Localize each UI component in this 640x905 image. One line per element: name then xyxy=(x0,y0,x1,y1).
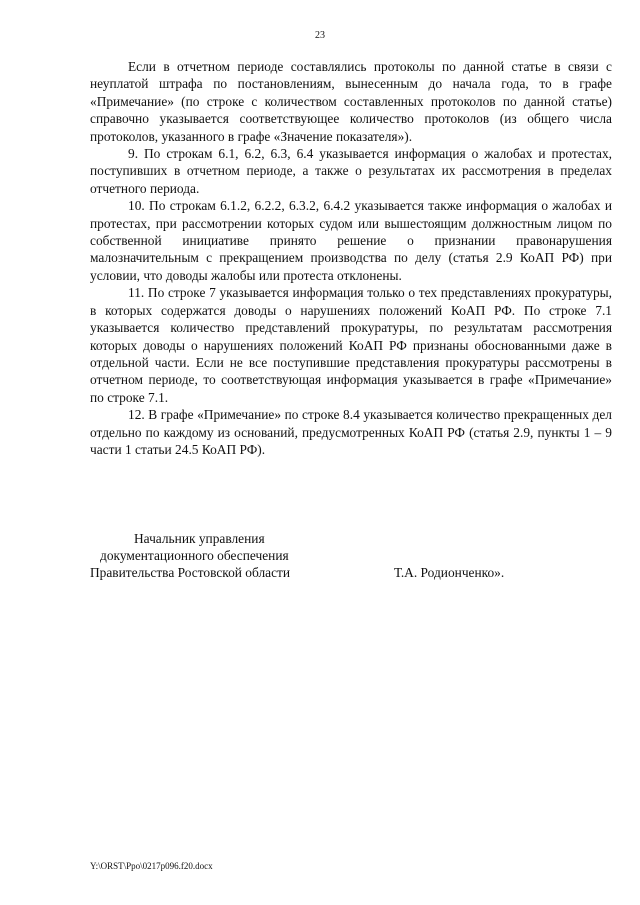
signer-name: Т.А. Родионченко». xyxy=(394,565,505,580)
signer-position-line-2: документационного обеспечения xyxy=(100,548,289,563)
file-path-footer: Y:\ORST\Ppo\0217p096.f20.docx xyxy=(90,861,213,871)
document-body xyxy=(90,58,612,458)
page-number: 23 xyxy=(315,30,325,41)
paragraph-item-11: 11. По строке 7 указывается информация только о тех представлениях прокуратуры, в которых содержатся доводы о нарушениях положений КоАП РФ. По строке 7.1 указывается количество представлений прокуратуры, по результатам рассмотрения которых доводы о нарушениях положений КоАП РФ признаны обоснованными даже в отдельной части. Если не все поступившие представления прокуратуры рассмотрены в отчетном периоде, то соответствующая информация указывается в графе «Примечание» по строке 7.1. xyxy=(90,285,612,405)
paragraph-protocols-note: Если в отчетном периоде составлялись протоколы по данной статье в связи с неуплатой штрафа по постановлениям, вынесенным до начала года, то в графе «Примечание» (по строке с количеством составленных протоколов по данной статье) справочно указывается соответствующее количество протоколов (из общего числа протоколов, указанного в графе «Значение показателя»). xyxy=(90,59,612,144)
paragraph-item-12: 12. В графе «Примечание» по строке 8.4 указывается количество прекращенных дел отдельно по каждому из оснований, предусмотренных КоАП РФ (статья 2.9, пункты 1 – 9 части 1 статьи 24.5 КоАП РФ). xyxy=(90,407,612,457)
paragraph-item-10: 10. По строкам 6.1.2, 6.2.2, 6.3.2, 6.4.2 указывается также информация о жалобах и протестах, при рассмотрении которых судом или вышестоящим должностным лицом по собственной инициативе принято решение о признании правонарушения малозначительным с прекращением производства по делу (статья 2.9 КоАП РФ) при условии, что доводы жалобы или протеста отклонены. xyxy=(90,198,612,283)
signature-block xyxy=(90,530,612,590)
signer-position-line-1: Начальник управления xyxy=(134,531,265,546)
signer-position-line-3: Правительства Ростовской области xyxy=(90,565,291,580)
paragraph-item-9: 9. По строкам 6.1, 6.2, 6.3, 6.4 указывается информация о жалобах и протестах, поступивших в отчетном периоде, а также о результатах их рассмотрения в пределах отчетного периода. xyxy=(90,146,612,196)
